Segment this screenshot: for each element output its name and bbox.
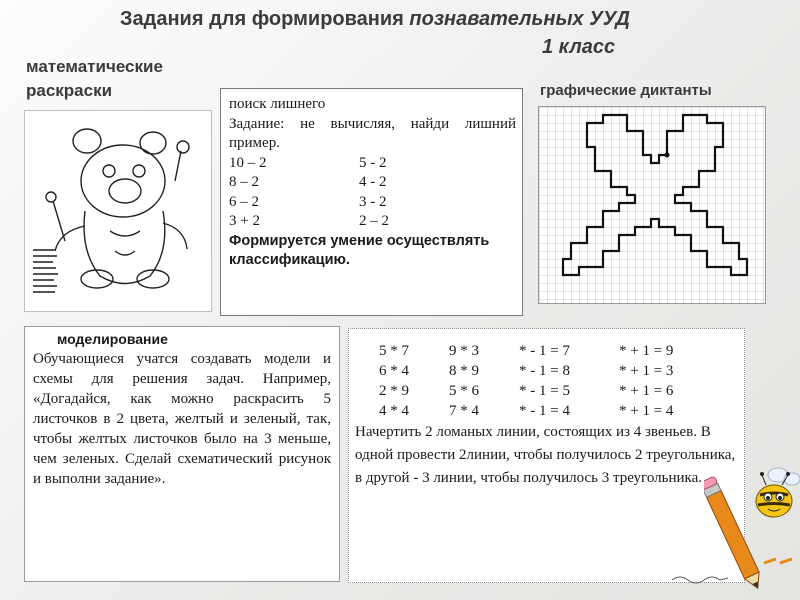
title-emphasis: познавательных УУД (409, 8, 630, 30)
equation-row (355, 341, 738, 361)
equation-cell: * + 1 = 4 (619, 403, 674, 419)
equation-cell: 5 * 6 (449, 383, 479, 399)
bear-coloring-image (24, 110, 212, 312)
modeling-body: Обучающиеся учатся создавать модели и схемы для решения задач. Например, «Догадайся, как можно раскрасить 5 листочков в 2 цвета, желтый и зеленый, так, чтобы желтых листочков было на 3 меньше, чем зеленых. Сделай схематический рисунок и выполни задание». (33, 351, 331, 487)
example-left: 3 + 2 (229, 213, 260, 229)
equation-row (355, 401, 738, 421)
equation-cell: * - 1 = 4 (519, 403, 570, 419)
equation-cell: 4 * 4 (379, 403, 409, 419)
example-row (229, 212, 516, 232)
tasks-text: Начертить 2 ломаных линии, состоящих из 4 звеньев. В одной провести 2линии, чтобы получилось 2 треугольника, в другой - 3 линии, чтобы получилось 3 треугольника. (355, 424, 736, 486)
equation-cell: * + 1 = 3 (619, 363, 674, 379)
bear-coloring-icon (25, 111, 211, 311)
equation-cell: 8 * 9 (449, 363, 479, 379)
equation-row (355, 381, 738, 401)
page-title (120, 8, 630, 31)
equation-cell: * - 1 = 8 (519, 363, 570, 379)
equation-cell: * + 1 = 6 (619, 383, 674, 399)
odd-one-out-box (220, 88, 523, 316)
page-subtitle: 1 класс (542, 36, 616, 58)
example-row (229, 154, 516, 174)
math-coloring-heading-line1: математические (26, 57, 163, 76)
bee-pencil-image (704, 455, 800, 590)
modeling-box (24, 326, 340, 582)
scribble-icon (670, 572, 730, 586)
title-main: Задания для формирования (120, 8, 410, 30)
equation-cell: * - 1 = 7 (519, 343, 570, 359)
example-left: 6 – 2 (229, 193, 259, 210)
example-right: 3 - 2 (359, 193, 387, 210)
equation-row (355, 361, 738, 381)
graphic-dictation-heading: графические диктанты (540, 82, 712, 99)
butterfly-grid-image (538, 106, 766, 304)
modeling-heading: моделирование (57, 331, 168, 347)
bee-pencil-icon (704, 455, 800, 590)
equation-cell: * - 1 = 5 (519, 383, 570, 399)
math-coloring-heading (26, 55, 216, 103)
odd-one-out-task: Задание: не вычисляя, найди лишний пример. (229, 115, 516, 151)
equation-cell: 7 * 4 (449, 403, 479, 419)
odd-one-out-title: поиск лишнего (229, 96, 326, 112)
tasks-box (348, 328, 745, 583)
example-right: 5 - 2 (359, 154, 387, 171)
equation-cell: 9 * 3 (449, 343, 479, 359)
example-left: 10 – 2 (229, 154, 267, 171)
example-row (229, 193, 516, 213)
equation-cell: 5 * 7 (379, 343, 409, 359)
example-right: 2 – 2 (359, 213, 389, 229)
example-row (229, 173, 516, 193)
equation-cell: 2 * 9 (379, 383, 409, 399)
butterfly-grid-icon (539, 107, 765, 303)
odd-one-out-conclusion: Формируется умение осуществлять классификацию. (229, 232, 490, 268)
example-left: 8 – 2 (229, 174, 259, 190)
equation-cell: * + 1 = 9 (619, 343, 674, 359)
example-right: 4 - 2 (359, 174, 387, 190)
math-coloring-heading-line2: раскраски (26, 81, 113, 100)
equation-cell: 6 * 4 (379, 363, 409, 379)
